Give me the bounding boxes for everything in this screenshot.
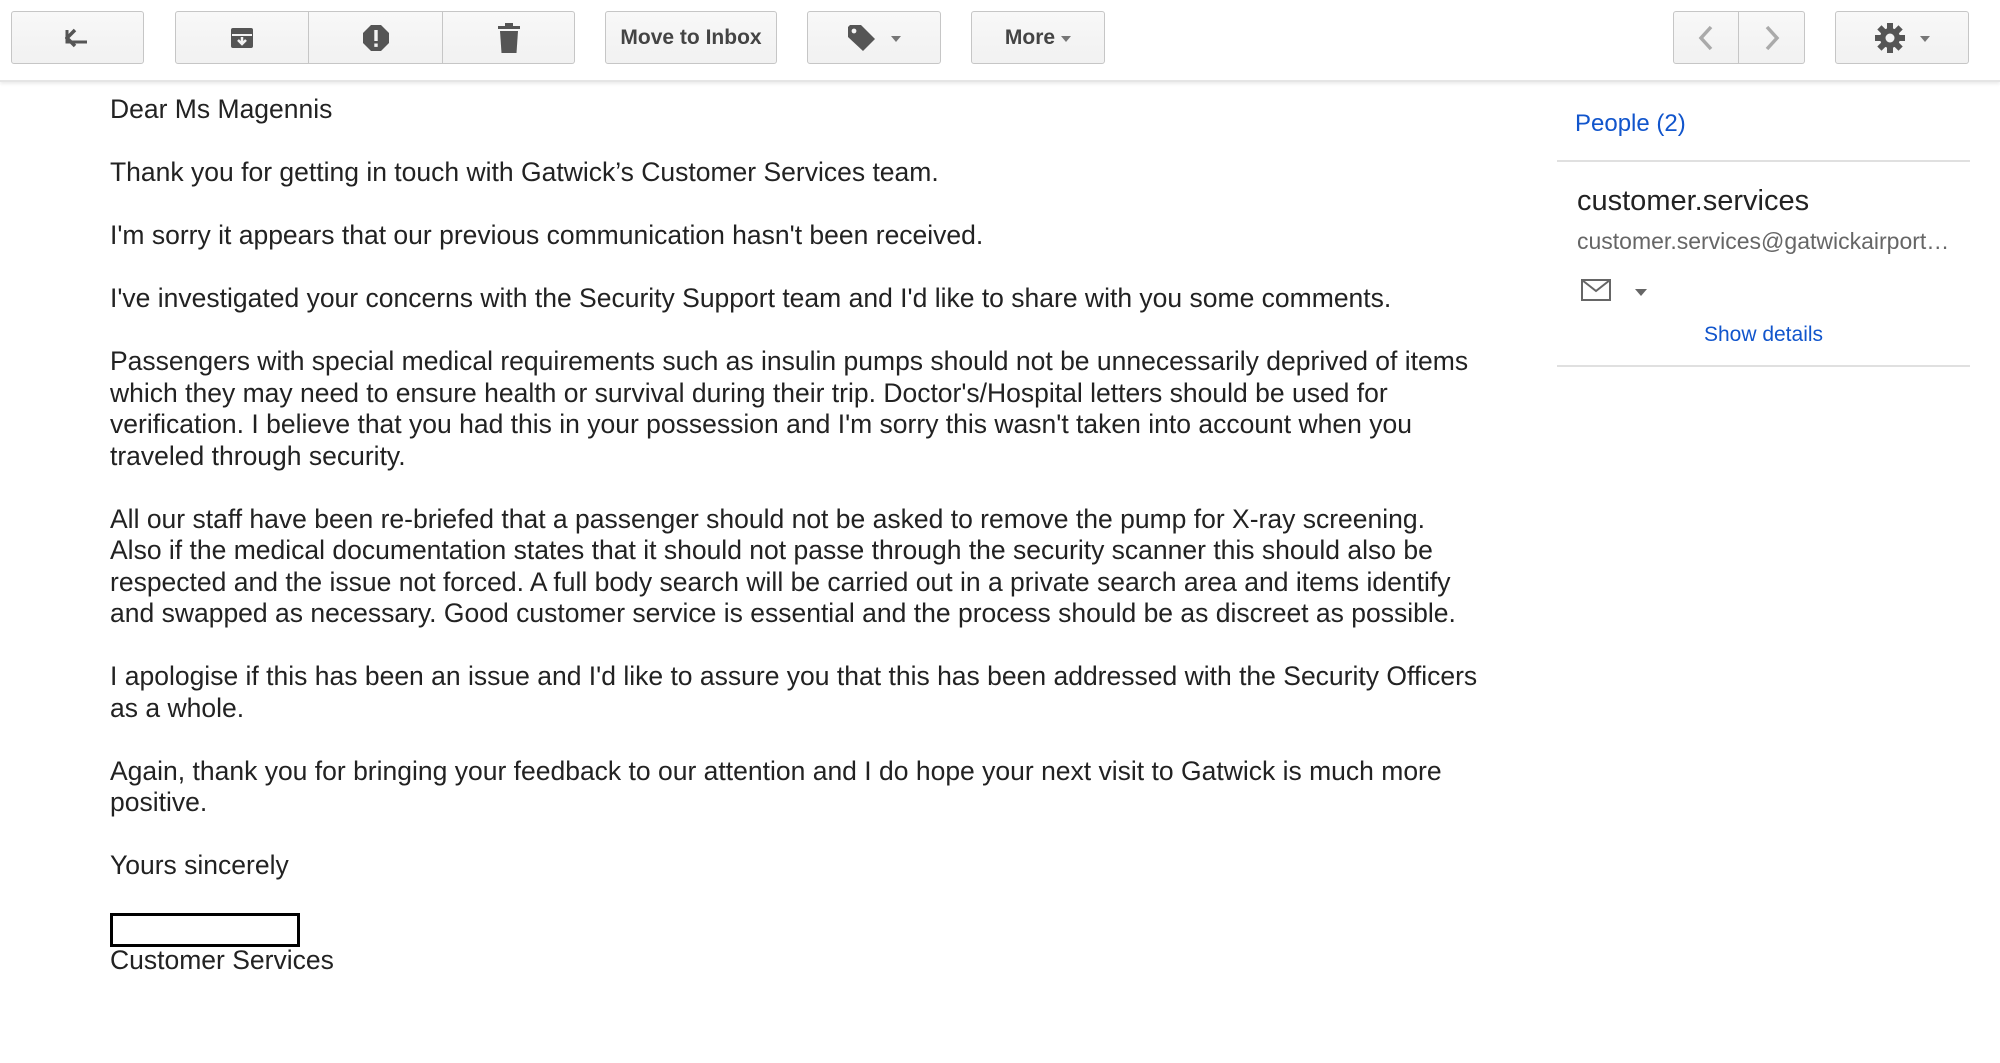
message-paragraph: I'm sorry it appears that our previous communication hasn't been received. (110, 220, 984, 250)
message-paragraph: Passengers with special medical requirements such as insulin pumps should not be unnecessarily deprived of items which they may need to ensure health or survival during their trip. Doctor's/Hospital letters should be used for verification. I believe that you had this in your possession and I'm sorry this wasn't taken into account when you traveled through security. (110, 346, 1469, 471)
more-label: More (1004, 25, 1056, 49)
delete-button[interactable] (443, 11, 575, 64)
archive-icon (229, 25, 255, 51)
message-paragraph: I apologise if this has been an issue and I'd like to assure you that this has been addressed with the Security Officers as a whole. (110, 661, 1478, 723)
settings-button[interactable] (1835, 11, 1969, 64)
label-tag-icon (847, 24, 877, 52)
move-to-inbox-label: Move to Inbox (620, 25, 762, 49)
move-to-inbox-button[interactable] (605, 11, 777, 64)
closing: Yours sincerely (110, 850, 289, 880)
message-paragraph: Thank you for getting in touch with Gatwick’s Customer Services team. (110, 157, 939, 187)
contact-actions-chevron-down-icon[interactable] (1635, 289, 1647, 296)
contact-email: customer.services@gatwickairport… (1577, 228, 1950, 254)
trash-icon (497, 23, 521, 53)
chevron-left-icon (1698, 25, 1714, 51)
greeting: Dear Ms Magennis (110, 94, 333, 124)
redacted-signature-name (110, 913, 300, 947)
gear-icon (1874, 22, 1906, 54)
archive-button[interactable] (175, 11, 309, 64)
message-body (110, 94, 1480, 977)
message-paragraph: All our staff have been re-briefed that a passenger should not be asked to remove the pump for X-ray screening. Also if the medical documentation states that it should not passe through the security scanner this should also be respected and the issue not forced. A full body search will be carried out in a private search area and items identify and swapped as necessary. Good customer service is essential and the process should be as discreet as possible. (110, 503, 1456, 628)
back-button[interactable] (11, 11, 144, 64)
signature-team: Customer Services (110, 945, 334, 975)
labels-dropdown-button[interactable] (807, 11, 941, 64)
more-dropdown-button[interactable] (971, 11, 1105, 64)
contact-card (1557, 162, 1970, 367)
report-spam-button[interactable] (309, 11, 443, 64)
back-arrow-icon (65, 28, 91, 48)
newer-conversation-button[interactable] (1673, 11, 1739, 64)
envelope-icon[interactable] (1581, 279, 1611, 306)
chevron-down-icon (1061, 36, 1071, 42)
chevron-right-icon (1764, 25, 1780, 51)
show-details-link[interactable]: Show details (1703, 323, 1824, 346)
chevron-down-icon (1920, 36, 1930, 42)
report-spam-icon (362, 24, 390, 52)
message-paragraph: I've investigated your concerns with the Security Support team and I'd like to share with you some comments. (110, 283, 1392, 313)
people-sidebar (1557, 82, 1970, 367)
contact-name: customer.services (1577, 185, 1810, 217)
chevron-down-icon (891, 36, 901, 42)
older-conversation-button[interactable] (1739, 11, 1805, 64)
message-paragraph: Again, thank you for bringing your feedback to our attention and I do hope your next visit to Gatwick is much more positive. (110, 755, 1442, 817)
people-toggle[interactable] (1557, 82, 1970, 162)
message-toolbar (0, 0, 2000, 82)
people-label: People (2) (1575, 110, 1686, 137)
